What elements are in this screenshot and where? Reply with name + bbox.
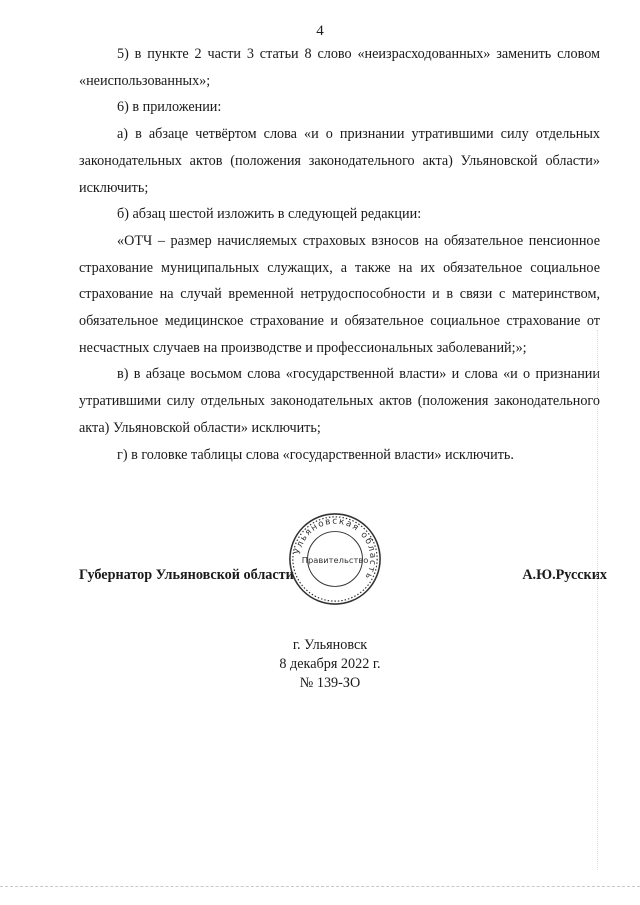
seal-ring-text: Ульяновская область (293, 516, 378, 582)
paragraph: г) в головке таблицы слова «государственной власти» исключить. (117, 446, 514, 463)
paragraph: 6) в приложении: (117, 99, 222, 116)
seal-center-text: Правительство (301, 554, 369, 565)
signatory-name: А.Ю.Русских (522, 567, 607, 583)
paragraph: а) в абзаце четвёртом слова «и о признании утратившими силу отдельных законодательных актов (положения законодательного акта) Ульяновской области» исключить; (79, 126, 600, 196)
document-body (79, 41, 600, 468)
signing-date: 8 декабря 2022 г. (279, 656, 381, 672)
signatory-title: Губернатор Ульяновской области (79, 567, 294, 583)
place-city: г. Ульяновск (292, 637, 368, 653)
official-seal (286, 510, 384, 608)
scan-edge-right (597, 330, 599, 870)
paragraph: б) абзац шестой изложить в следующей редакции: (117, 206, 422, 223)
scan-edge-bottom (0, 886, 640, 888)
page-number: 4 (316, 23, 324, 39)
law-number: № 139-ЗО (299, 675, 361, 691)
place-date-block (0, 636, 640, 693)
paragraph: «ОТЧ – размер начисляемых страховых взносов на обязательное пенсионное страхование муниципальных служащих, а также на их обязательное социальное страхование на случай временной нетрудоспособности и в связи с материнством, обязательное медицинское страхование и обязательное социальное страхование от несчастных случаев на производстве и профессиональных заболеваний;»; (79, 232, 600, 356)
paragraph: в) в абзаце восьмом слова «государственной власти» и слова «и о признании утратившими силу отдельных законодательных актов (положения законодательного акта) Ульяновской области» исключить; (79, 366, 600, 436)
paragraph: 5) в пункте 2 части 3 статьи 8 слово «неизрасходованных» заменить словом «неиспользованных»; (79, 46, 600, 89)
